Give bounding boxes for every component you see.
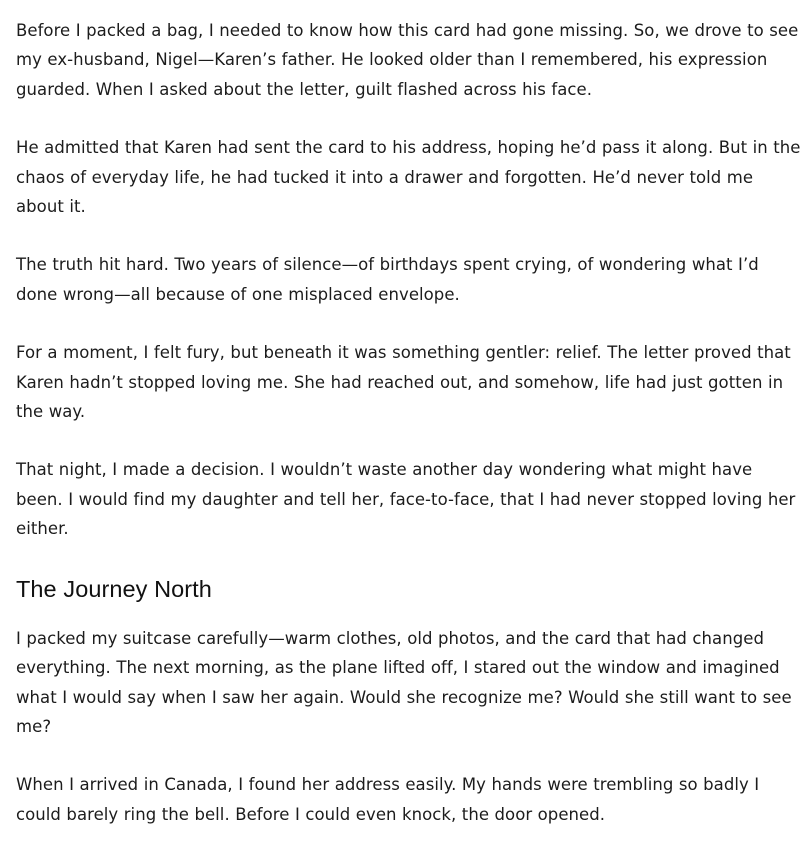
paragraph-arrival: When I arrived in Canada, I found her address easily. My hands were trembling so badly I could barely ring the bell. Before I could even knock, the door opened. [16, 775, 760, 824]
paragraph-decision: That night, I made a decision. I wouldn’t waste another day wondering what might have been. I would find my daughter and tell her, face-to-face, that I had never stopped loving her either. [16, 460, 796, 539]
paragraph-nigel-visit: Before I packed a bag, I needed to know how this card had gone missing. So, we drove to see my ex-husband, Nigel—Karen’s father. He looked older than I remembered, his expression guarded. When I asked about the letter, guilt flashed across his face. [16, 21, 799, 99]
section-heading: The Journey North [16, 575, 212, 602]
paragraph-packing: I packed my suitcase carefully—warm clothes, old photos, and the card that had changed everything. The next morning, as the plane lifted off, I stared out the window and imagined what I would say when I saw her again. Would she recognize me? Would she still want to see me? [16, 628, 792, 736]
article-body [16, 16, 801, 858]
paragraph-truth: The truth hit hard. Two years of silence—of birthdays spent crying, of wondering what I’d done wrong—all because of one misplaced envelope. [16, 255, 759, 304]
paragraph-card-admission: He admitted that Karen had sent the card to his address, hoping he’d pass it along. But in the chaos of everyday life, he had tucked it into a drawer and forgotten. He’d never told me about it. [16, 138, 801, 217]
paragraph-relief: For a moment, I felt fury, but beneath it was something gentler: relief. The letter proved that Karen hadn’t stopped loving me. She had reached out, and somehow, life had just gotten in the way. [16, 343, 791, 422]
